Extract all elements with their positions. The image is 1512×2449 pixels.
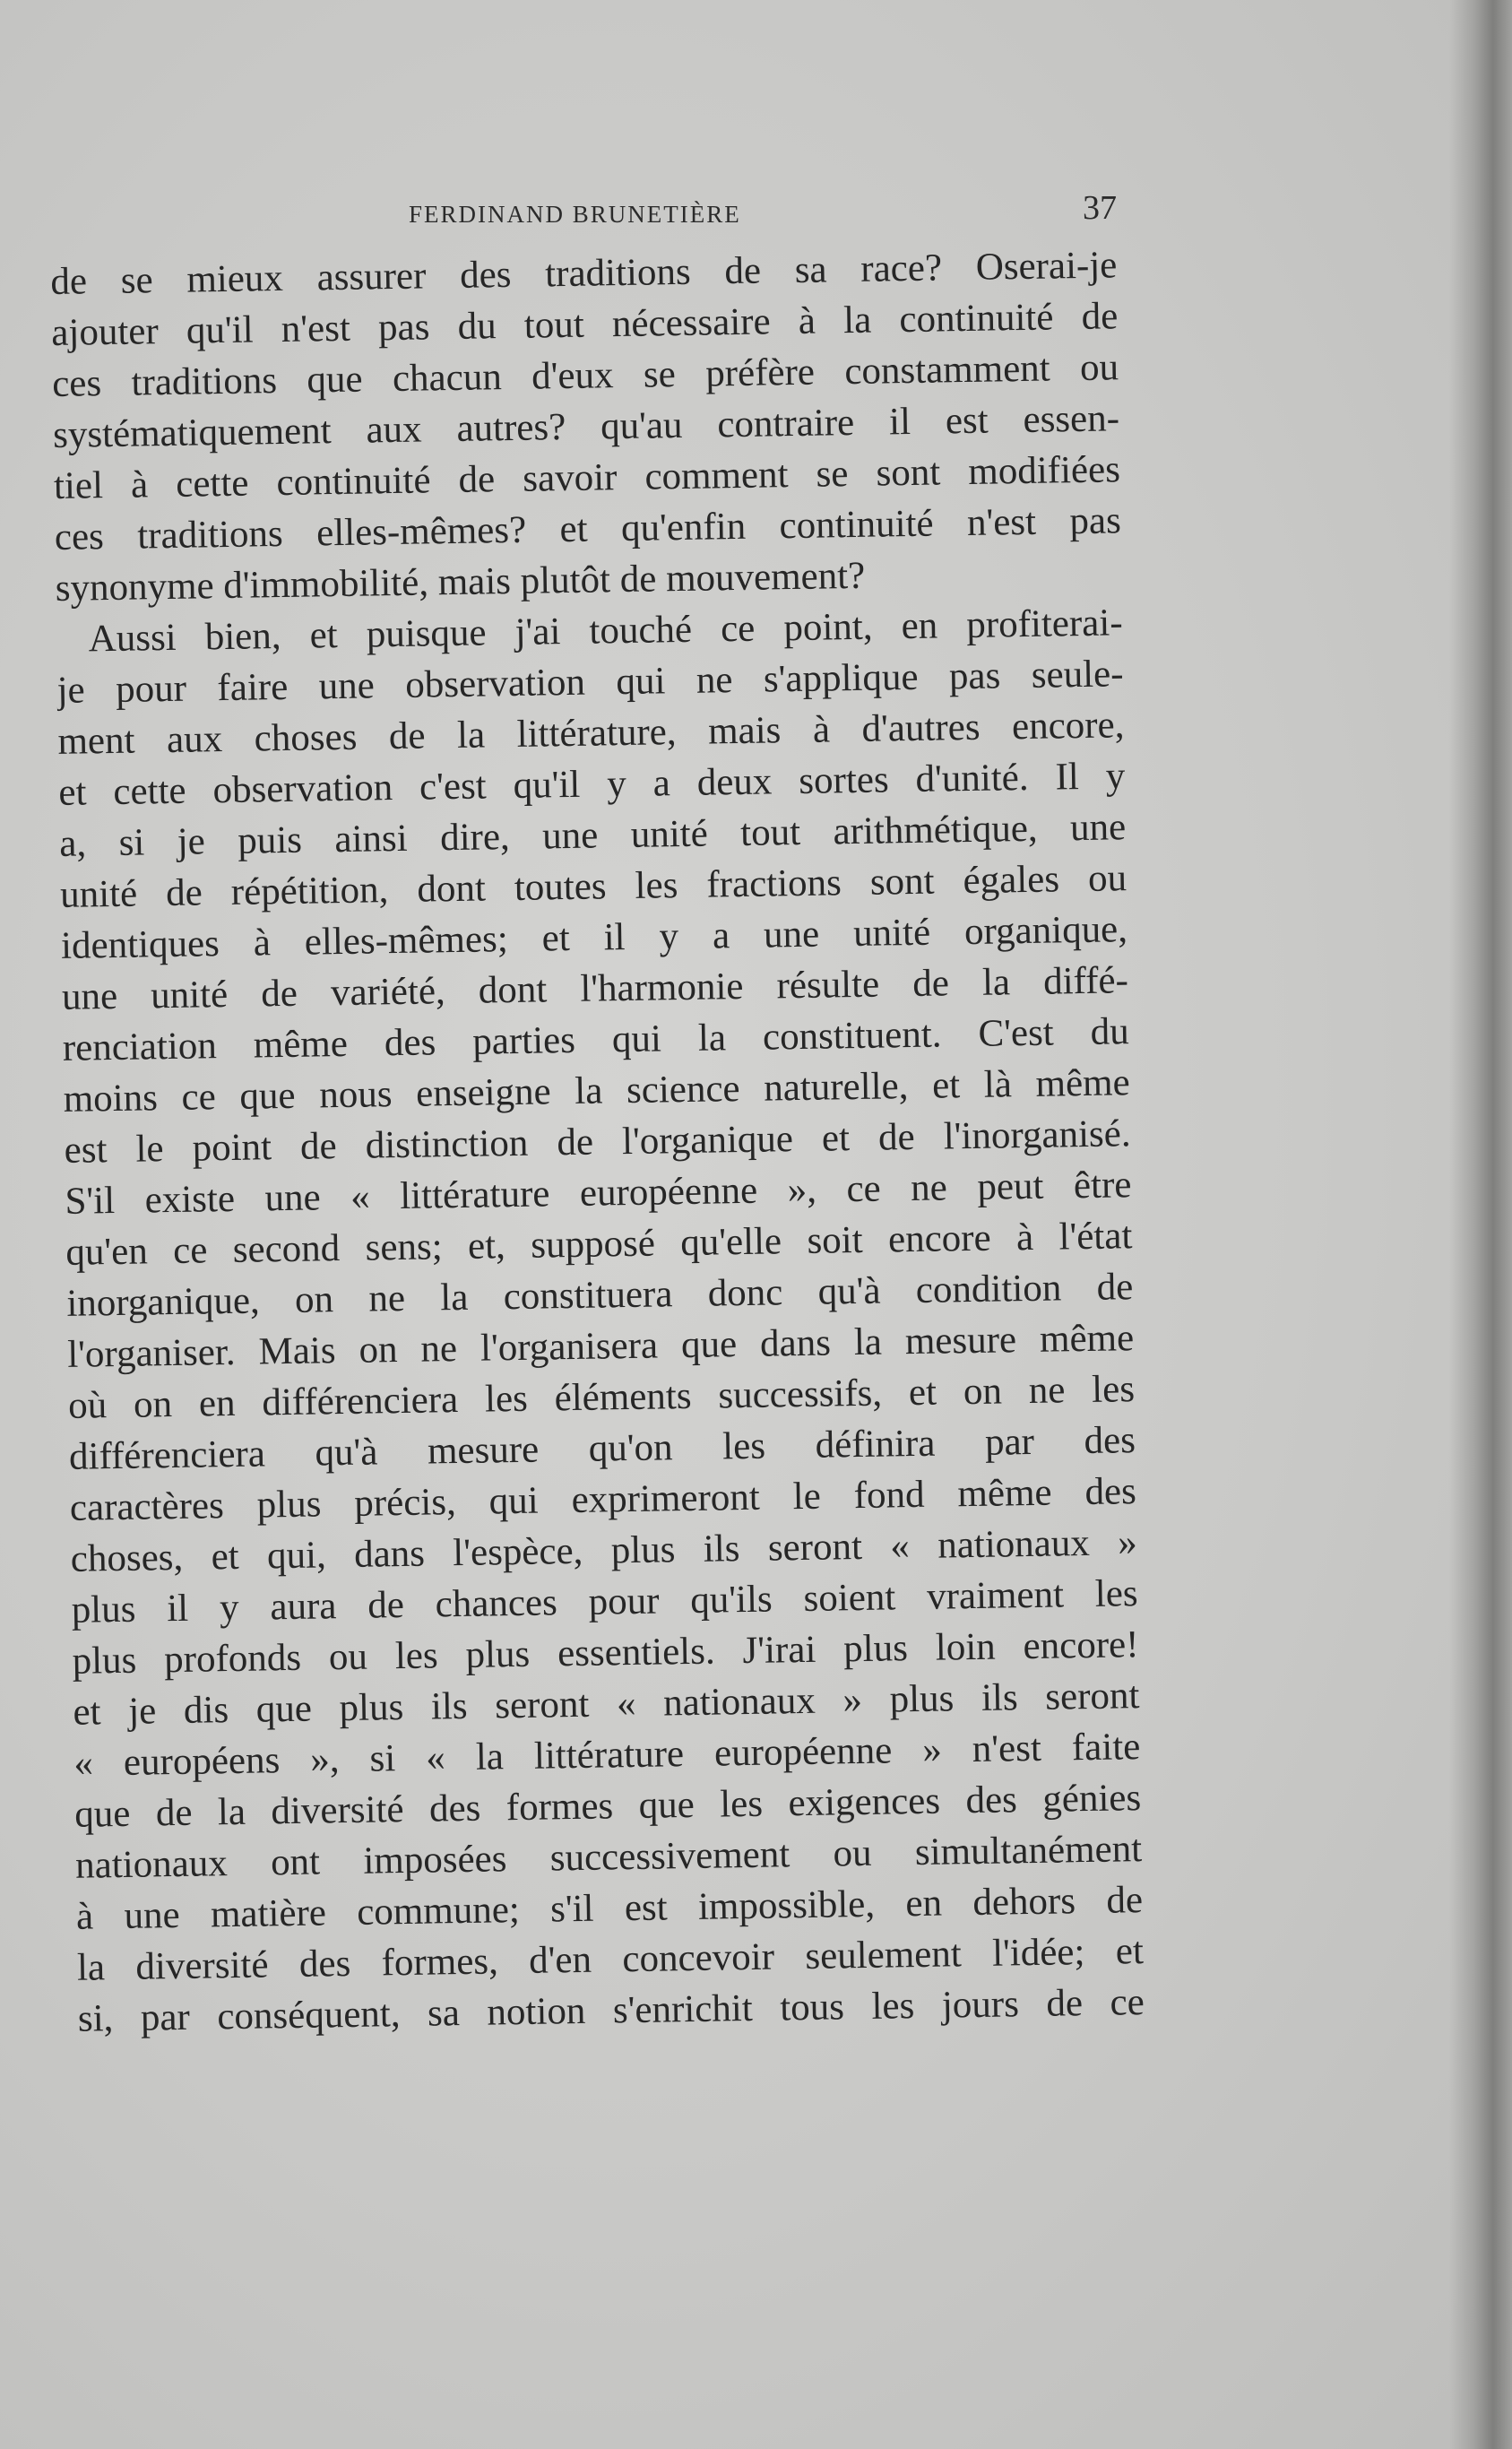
text-line: identiques à elles-mêmes; et il y a une unité organique, xyxy=(60,908,1128,967)
text-line: Aussi bien, et puisque j'ai touché ce point, en profiterai- xyxy=(88,601,1123,661)
text-line: synonyme d'immobilité, mais plutôt de mouvement? xyxy=(55,554,866,610)
running-title: FERDINAND BRUNETIÈRE xyxy=(409,201,741,228)
text-line: qu'en ce second sens; et, supposé qu'elle soit encore à l'état xyxy=(65,1215,1133,1274)
text-line: la diversité des formes, d'en concevoir seulement l'idée; et xyxy=(76,1930,1145,1989)
text-line: à une matière commune; s'il est impossible, en dehors de xyxy=(75,1879,1144,1938)
text-line: et cette observation c'est qu'il y a deux sortes d'unité. Il y xyxy=(58,755,1126,814)
text-line: ces traditions que chacun d'eux se préfère constamment ou xyxy=(51,346,1119,405)
text-line: ces traditions elles-mêmes? et qu'enfin continuité n'est pas xyxy=(54,499,1122,558)
page-edge-shadow xyxy=(1449,0,1512,2449)
text-line: de se mieux assurer des traditions de sa race? Oserai-je xyxy=(50,244,1118,303)
text-line: que de la diversité des formes que les exigences des génies xyxy=(73,1777,1142,1836)
text-line: si, par conséquent, sa notion s'enrichit tous les jours de ce xyxy=(77,1981,1145,2040)
text-line: ment aux choses de la littérature, mais à d'autres encore, xyxy=(57,704,1125,763)
page-header xyxy=(50,188,1117,242)
text-line: nationaux ont imposées successivement ou simultanément xyxy=(74,1828,1143,1887)
text-line: moins ce que nous enseigne la science naturelle, et là même xyxy=(63,1061,1130,1121)
text-line: « européens », si « la littérature européenne » n'est faite xyxy=(73,1726,1141,1785)
body-text xyxy=(50,239,1145,2044)
text-line: inorganique, on ne la constituera donc qu'à condition de xyxy=(65,1266,1134,1325)
text-line: unité de répétition, dont toutes les fractions sont égales ou xyxy=(59,857,1128,916)
text-line: choses, et qui, dans l'espèce, plus ils seront « nationaux » xyxy=(70,1521,1138,1580)
text-line: renciation même des parties qui la constituent. C'est du xyxy=(62,1010,1130,1069)
text-line: ajouter qu'il n'est pas du tout nécessaire à la continuité de xyxy=(50,295,1119,354)
text-line: systématiquement aux autres? qu'au contraire il est essen- xyxy=(52,397,1120,456)
page-number: 37 xyxy=(1083,189,1117,227)
text-line: est le point de distinction de l'organique et de l'inorganisé. xyxy=(64,1112,1131,1172)
text-line: plus profonds ou les plus essentiels. J'irai plus loin encore! xyxy=(72,1623,1139,1683)
text-line: plus il y aura de chances pour qu'ils soient vraiment les xyxy=(71,1572,1138,1631)
text-line: caractères plus précis, qui exprimeront le fond même des xyxy=(69,1470,1137,1529)
text-line: différenciera qu'à mesure qu'on les définira par des xyxy=(68,1419,1136,1478)
text-line: je pour faire une observation qui ne s'applique pas seule- xyxy=(56,653,1124,712)
text-line: tiel à cette continuité de savoir comment se sont modifiées xyxy=(53,448,1121,507)
text-line: S'il existe une « littérature européenne », ce ne peut être xyxy=(65,1164,1132,1223)
text-line: et je dis que plus ils seront « nationaux » plus ils seront xyxy=(73,1674,1140,1734)
text-line: une unité de variété, dont l'harmonie résulte de la diffé- xyxy=(61,959,1129,1018)
text-line: l'organiser. Mais on ne l'organisera que dans la mesure même xyxy=(66,1317,1135,1376)
text-line: où on en différenciera les éléments successifs, et on ne les xyxy=(67,1368,1136,1427)
text-line: a, si je puis ainsi dire, une unité tout arithmétique, une xyxy=(58,806,1127,865)
